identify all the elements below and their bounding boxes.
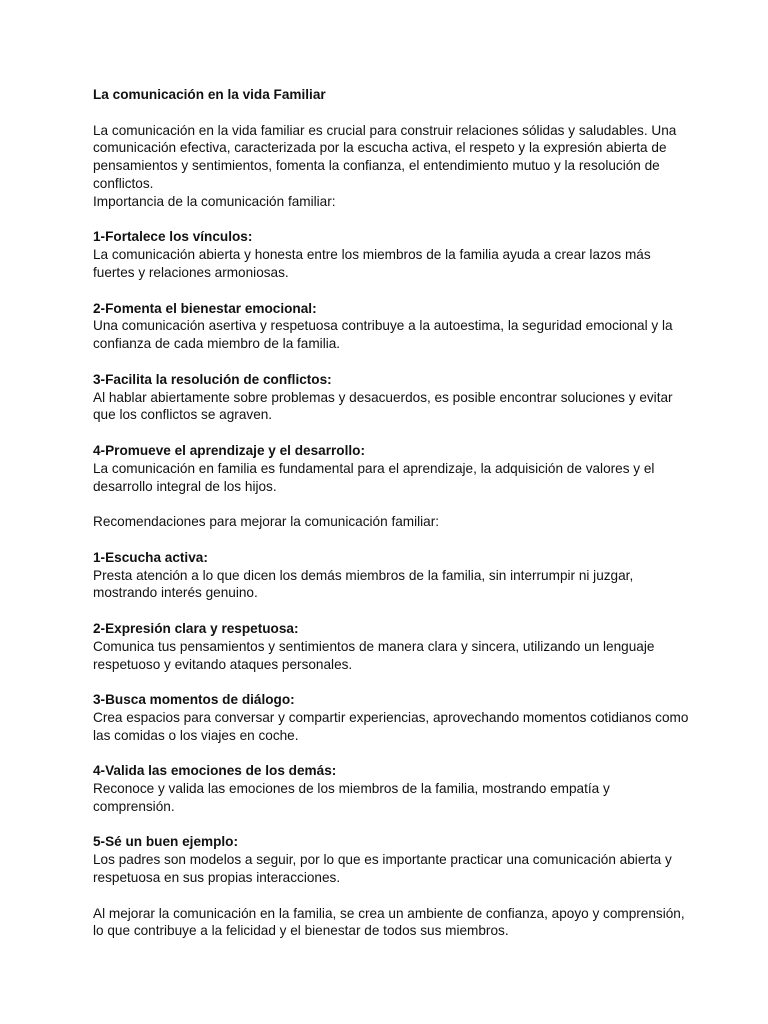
importance-heading: 1-Fortalece los vínculos:: [93, 229, 253, 245]
importance-item-3: [93, 371, 693, 424]
importance-item-1: [93, 228, 693, 281]
recommendation-text: Los padres son modelos a seguir, por lo que es importante practicar una comunicación abierta y respetuosa en sus propias interacciones.: [93, 852, 672, 886]
spacer: [93, 211, 693, 229]
spacer: [93, 816, 693, 834]
recommendation-item-2: [93, 620, 693, 673]
recommendation-text: Reconoce y valida las emociones de los miembros de la familia, mostrando empatía y comprensión.: [93, 781, 610, 814]
recommendation-text: Comunica tus pensamientos y sentimientos de manera clara y sincera, utilizando un lenguaje respetuoso y evitando ataques personales.: [93, 638, 655, 672]
recommendation-item-5: [93, 833, 693, 886]
recommendation-text: Crea espacios para conversar y compartir experiencias, aprovechando momentos cotidianos como las comidas o los viajes en coche.: [93, 709, 689, 743]
spacer: [93, 353, 693, 371]
spacer: [93, 887, 693, 905]
importance-heading: 3-Facilita la resolución de conflictos:: [93, 371, 332, 387]
spacer: [93, 744, 693, 762]
importance-item-4: [93, 442, 693, 495]
conclusion-paragraph: Al mejorar la comunicación en la familia, se crea un ambiente de confianza, apoyo y comprensión, lo que contribuye a la felicidad y el bienestar de todos sus miembros.: [93, 905, 685, 939]
document-title: La comunicación en la vida Familiar: [93, 87, 326, 102]
spacer: [93, 282, 693, 300]
recommendation-heading: 3-Busca momentos de diálogo:: [93, 692, 295, 708]
importance-text: La comunicación abierta y honesta entre los miembros de la familia ayuda a crear lazos más fuertes y relaciones armoniosas.: [93, 247, 651, 280]
recommendation-heading: 4-Valida las emociones de los demás:: [93, 763, 337, 779]
intro-paragraph: La comunicación en la vida familiar es crucial para construir relaciones sólidas y saludables. Una comunicación efectiva, caracterizada por la escucha activa, el respeto y la expresión abierta de pensamientos y sentimientos, fomenta la confianza, el entendimiento mutuo y la resolución de conflictos.: [93, 122, 677, 191]
importance-text: Al hablar abiertamente sobre problemas y desacuerdos, es posible encontrar soluciones y evitar que los conflictos se agraven.: [93, 389, 673, 423]
importance-text: Una comunicación asertiva y respetuosa contribuye a la autoestima, la seguridad emocional y la confianza de cada miembro de la familia.: [93, 318, 673, 352]
recommendation-heading: 2-Expresión clara y respetuosa:: [93, 620, 299, 636]
spacer: [93, 104, 693, 122]
document-page: [93, 86, 693, 940]
recommendation-item-1: [93, 549, 693, 602]
recommendation-text: Presta atención a lo que dicen los demás miembros de la familia, sin interrumpir ni juzgar, mostrando interés genuino.: [93, 567, 634, 601]
recommendation-item-3: [93, 691, 693, 744]
spacer: [93, 531, 693, 549]
recommendation-heading: 5-Sé un buen ejemplo:: [93, 834, 239, 850]
spacer: [93, 673, 693, 691]
importance-text: La comunicación en familia es fundamental para el aprendizaje, la adquisición de valores y el desarrollo integral de los hijos.: [93, 460, 655, 494]
spacer: [93, 495, 693, 513]
spacer: [93, 424, 693, 442]
recommendation-item-4: [93, 762, 693, 815]
importance-heading: 2-Fomenta el bienestar emocional:: [93, 300, 317, 316]
importance-intro: Importancia de la comunicación familiar:: [93, 193, 336, 209]
recommendations-intro: Recomendaciones para mejorar la comunicación familiar:: [93, 514, 440, 530]
importance-heading: 4-Promueve el aprendizaje y el desarrollo:: [93, 442, 365, 458]
recommendation-heading: 1-Escucha activa:: [93, 549, 208, 565]
importance-item-2: [93, 300, 693, 353]
spacer: [93, 602, 693, 620]
